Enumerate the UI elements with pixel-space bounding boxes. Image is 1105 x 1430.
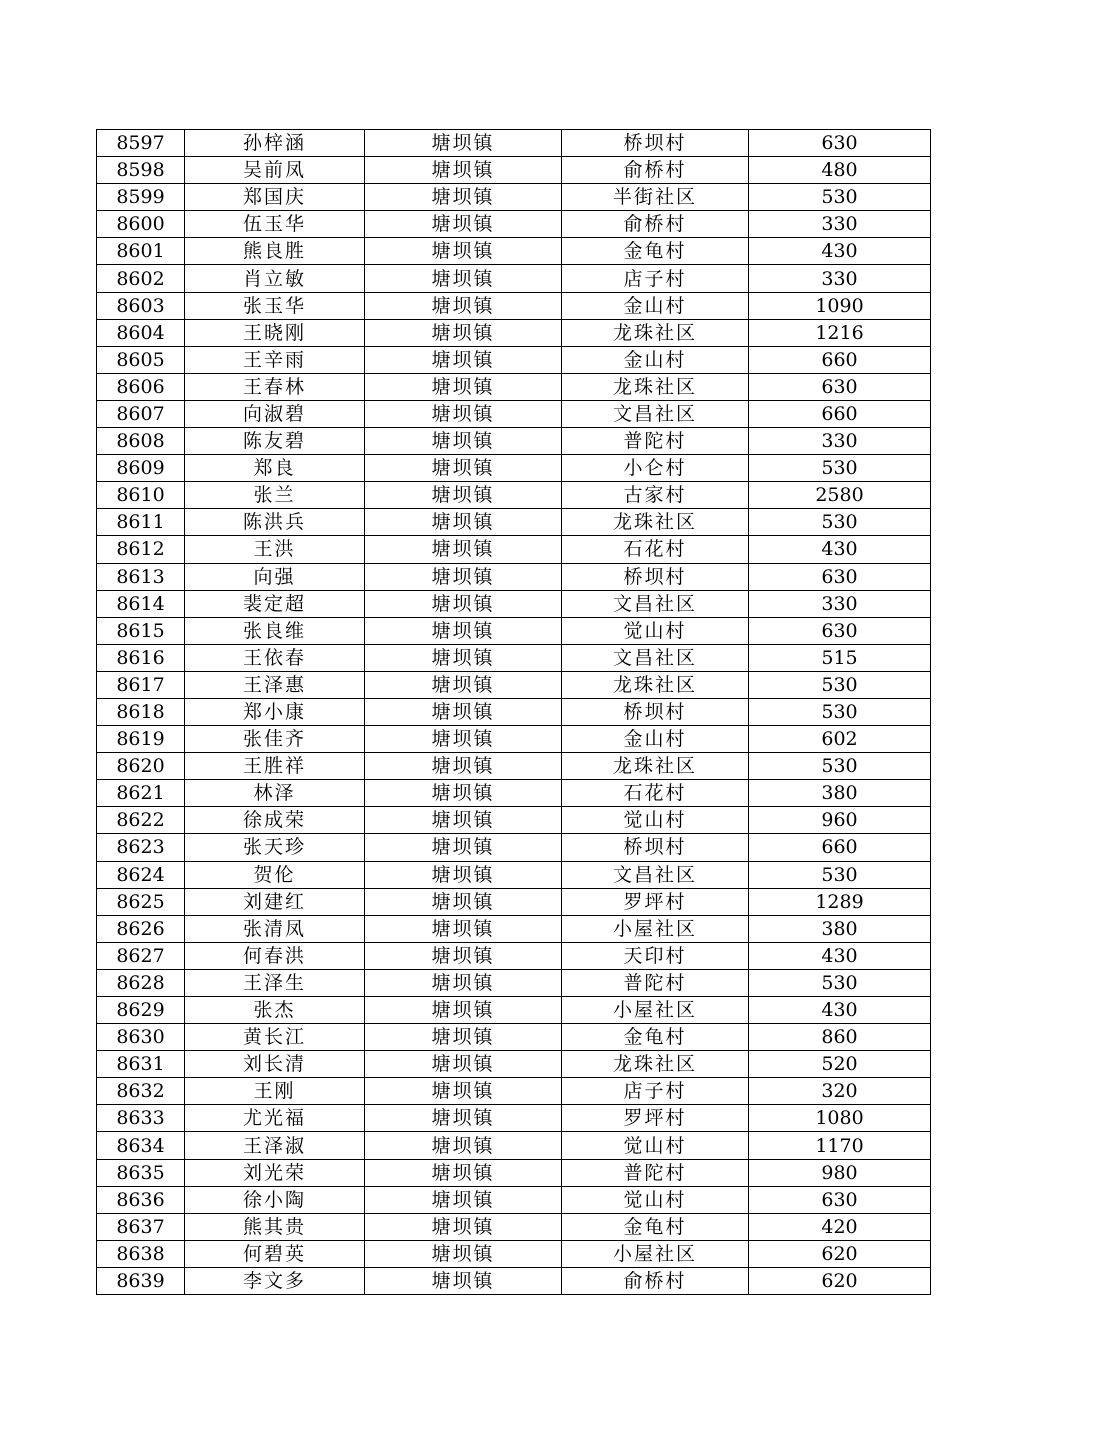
cell-amount: 860 bbox=[749, 1024, 931, 1051]
table-row bbox=[97, 1051, 931, 1078]
cell-name: 黄长江 bbox=[185, 1024, 365, 1051]
cell-number: 8611 bbox=[97, 509, 185, 536]
cell-amount: 530 bbox=[749, 698, 931, 725]
cell-village: 龙珠社区 bbox=[562, 509, 749, 536]
cell-town: 塘坝镇 bbox=[365, 1078, 562, 1105]
cell-town: 塘坝镇 bbox=[365, 400, 562, 427]
cell-number: 8638 bbox=[97, 1240, 185, 1267]
cell-amount: 530 bbox=[749, 509, 931, 536]
cell-village: 俞桥村 bbox=[562, 211, 749, 238]
cell-amount: 660 bbox=[749, 346, 931, 373]
cell-number: 8619 bbox=[97, 726, 185, 753]
cell-town: 塘坝镇 bbox=[365, 292, 562, 319]
cell-name: 王辛雨 bbox=[185, 346, 365, 373]
table-row bbox=[97, 997, 931, 1024]
cell-name: 张天珍 bbox=[185, 834, 365, 861]
cell-town: 塘坝镇 bbox=[365, 130, 562, 157]
cell-number: 8612 bbox=[97, 536, 185, 563]
cell-village: 觉山村 bbox=[562, 1132, 749, 1159]
cell-number: 8609 bbox=[97, 455, 185, 482]
table-row bbox=[97, 563, 931, 590]
cell-town: 塘坝镇 bbox=[365, 834, 562, 861]
cell-village: 普陀村 bbox=[562, 428, 749, 455]
cell-town: 塘坝镇 bbox=[365, 780, 562, 807]
cell-name: 何春洪 bbox=[185, 942, 365, 969]
cell-village: 桥坝村 bbox=[562, 698, 749, 725]
table-row bbox=[97, 346, 931, 373]
cell-name: 王刚 bbox=[185, 1078, 365, 1105]
cell-town: 塘坝镇 bbox=[365, 536, 562, 563]
table-row bbox=[97, 536, 931, 563]
cell-name: 王泽惠 bbox=[185, 671, 365, 698]
cell-number: 8604 bbox=[97, 319, 185, 346]
cell-name: 何碧英 bbox=[185, 1240, 365, 1267]
cell-town: 塘坝镇 bbox=[365, 1186, 562, 1213]
cell-town: 塘坝镇 bbox=[365, 346, 562, 373]
cell-village: 文昌社区 bbox=[562, 644, 749, 671]
cell-amount: 430 bbox=[749, 238, 931, 265]
cell-number: 8605 bbox=[97, 346, 185, 373]
table-row bbox=[97, 590, 931, 617]
cell-number: 8634 bbox=[97, 1132, 185, 1159]
cell-village: 俞桥村 bbox=[562, 1267, 749, 1294]
cell-town: 塘坝镇 bbox=[365, 1132, 562, 1159]
cell-name: 郑小康 bbox=[185, 698, 365, 725]
cell-number: 8625 bbox=[97, 888, 185, 915]
cell-number: 8601 bbox=[97, 238, 185, 265]
cell-village: 觉山村 bbox=[562, 617, 749, 644]
table-row bbox=[97, 1186, 931, 1213]
cell-number: 8615 bbox=[97, 617, 185, 644]
cell-town: 塘坝镇 bbox=[365, 184, 562, 211]
cell-name: 张清凤 bbox=[185, 915, 365, 942]
cell-amount: 430 bbox=[749, 997, 931, 1024]
cell-amount: 530 bbox=[749, 184, 931, 211]
table-row bbox=[97, 292, 931, 319]
cell-town: 塘坝镇 bbox=[365, 455, 562, 482]
cell-village: 龙珠社区 bbox=[562, 319, 749, 346]
cell-village: 文昌社区 bbox=[562, 861, 749, 888]
cell-number: 8607 bbox=[97, 400, 185, 427]
table-row bbox=[97, 509, 931, 536]
cell-number: 8635 bbox=[97, 1159, 185, 1186]
cell-name: 徐成荣 bbox=[185, 807, 365, 834]
cell-town: 塘坝镇 bbox=[365, 1240, 562, 1267]
cell-town: 塘坝镇 bbox=[365, 563, 562, 590]
data-table bbox=[96, 129, 931, 1295]
cell-amount: 1170 bbox=[749, 1132, 931, 1159]
table-row bbox=[97, 780, 931, 807]
cell-number: 8630 bbox=[97, 1024, 185, 1051]
cell-amount: 660 bbox=[749, 400, 931, 427]
table-row bbox=[97, 1159, 931, 1186]
cell-name: 陈洪兵 bbox=[185, 509, 365, 536]
table-body bbox=[97, 130, 931, 1295]
cell-number: 8631 bbox=[97, 1051, 185, 1078]
cell-name: 王晓刚 bbox=[185, 319, 365, 346]
cell-town: 塘坝镇 bbox=[365, 1267, 562, 1294]
cell-town: 塘坝镇 bbox=[365, 482, 562, 509]
cell-town: 塘坝镇 bbox=[365, 157, 562, 184]
cell-town: 塘坝镇 bbox=[365, 265, 562, 292]
table-row bbox=[97, 130, 931, 157]
cell-amount: 1216 bbox=[749, 319, 931, 346]
cell-amount: 630 bbox=[749, 563, 931, 590]
cell-number: 8639 bbox=[97, 1267, 185, 1294]
cell-number: 8600 bbox=[97, 211, 185, 238]
cell-name: 王洪 bbox=[185, 536, 365, 563]
cell-amount: 630 bbox=[749, 130, 931, 157]
cell-town: 塘坝镇 bbox=[365, 319, 562, 346]
cell-amount: 380 bbox=[749, 915, 931, 942]
cell-village: 金山村 bbox=[562, 292, 749, 319]
cell-number: 8628 bbox=[97, 969, 185, 996]
cell-name: 刘光荣 bbox=[185, 1159, 365, 1186]
cell-town: 塘坝镇 bbox=[365, 753, 562, 780]
cell-village: 文昌社区 bbox=[562, 400, 749, 427]
cell-amount: 430 bbox=[749, 942, 931, 969]
cell-village: 店子村 bbox=[562, 1078, 749, 1105]
cell-town: 塘坝镇 bbox=[365, 590, 562, 617]
cell-name: 向强 bbox=[185, 563, 365, 590]
cell-number: 8602 bbox=[97, 265, 185, 292]
cell-name: 熊其贵 bbox=[185, 1213, 365, 1240]
cell-name: 刘长清 bbox=[185, 1051, 365, 1078]
cell-name: 王泽淑 bbox=[185, 1132, 365, 1159]
cell-amount: 380 bbox=[749, 780, 931, 807]
cell-name: 肖立敏 bbox=[185, 265, 365, 292]
table-row bbox=[97, 1240, 931, 1267]
table-row bbox=[97, 238, 931, 265]
cell-village: 龙珠社区 bbox=[562, 753, 749, 780]
cell-name: 张玉华 bbox=[185, 292, 365, 319]
cell-town: 塘坝镇 bbox=[365, 1051, 562, 1078]
table-row bbox=[97, 644, 931, 671]
cell-number: 8622 bbox=[97, 807, 185, 834]
cell-number: 8613 bbox=[97, 563, 185, 590]
cell-amount: 530 bbox=[749, 861, 931, 888]
cell-town: 塘坝镇 bbox=[365, 211, 562, 238]
cell-number: 8617 bbox=[97, 671, 185, 698]
cell-village: 龙珠社区 bbox=[562, 671, 749, 698]
cell-number: 8603 bbox=[97, 292, 185, 319]
cell-town: 塘坝镇 bbox=[365, 915, 562, 942]
cell-name: 张兰 bbox=[185, 482, 365, 509]
cell-amount: 430 bbox=[749, 536, 931, 563]
cell-amount: 2580 bbox=[749, 482, 931, 509]
cell-number: 8597 bbox=[97, 130, 185, 157]
cell-village: 店子村 bbox=[562, 265, 749, 292]
table-row bbox=[97, 1132, 931, 1159]
cell-town: 塘坝镇 bbox=[365, 671, 562, 698]
table-row bbox=[97, 428, 931, 455]
cell-town: 塘坝镇 bbox=[365, 373, 562, 400]
cell-name: 裴定超 bbox=[185, 590, 365, 617]
cell-name: 吴前凤 bbox=[185, 157, 365, 184]
table-row bbox=[97, 373, 931, 400]
cell-number: 8624 bbox=[97, 861, 185, 888]
cell-town: 塘坝镇 bbox=[365, 617, 562, 644]
cell-village: 小屋社区 bbox=[562, 1240, 749, 1267]
cell-town: 塘坝镇 bbox=[365, 428, 562, 455]
cell-town: 塘坝镇 bbox=[365, 807, 562, 834]
cell-town: 塘坝镇 bbox=[365, 942, 562, 969]
cell-number: 8632 bbox=[97, 1078, 185, 1105]
cell-amount: 630 bbox=[749, 373, 931, 400]
cell-amount: 1289 bbox=[749, 888, 931, 915]
cell-amount: 515 bbox=[749, 644, 931, 671]
table-row bbox=[97, 617, 931, 644]
cell-village: 金山村 bbox=[562, 346, 749, 373]
cell-village: 龙珠社区 bbox=[562, 1051, 749, 1078]
cell-name: 贺伦 bbox=[185, 861, 365, 888]
cell-name: 郑良 bbox=[185, 455, 365, 482]
table-row bbox=[97, 726, 931, 753]
table-row bbox=[97, 807, 931, 834]
cell-amount: 480 bbox=[749, 157, 931, 184]
cell-village: 普陀村 bbox=[562, 969, 749, 996]
cell-name: 张佳齐 bbox=[185, 726, 365, 753]
table-row bbox=[97, 1078, 931, 1105]
cell-village: 石花村 bbox=[562, 780, 749, 807]
cell-name: 伍玉华 bbox=[185, 211, 365, 238]
cell-village: 小屋社区 bbox=[562, 997, 749, 1024]
cell-amount: 530 bbox=[749, 969, 931, 996]
cell-number: 8626 bbox=[97, 915, 185, 942]
cell-name: 陈友碧 bbox=[185, 428, 365, 455]
table-row bbox=[97, 455, 931, 482]
cell-amount: 1080 bbox=[749, 1105, 931, 1132]
cell-number: 8627 bbox=[97, 942, 185, 969]
cell-town: 塘坝镇 bbox=[365, 969, 562, 996]
table-row bbox=[97, 942, 931, 969]
cell-number: 8629 bbox=[97, 997, 185, 1024]
cell-number: 8637 bbox=[97, 1213, 185, 1240]
cell-village: 半街社区 bbox=[562, 184, 749, 211]
cell-amount: 330 bbox=[749, 211, 931, 238]
cell-village: 觉山村 bbox=[562, 1186, 749, 1213]
cell-name: 王依春 bbox=[185, 644, 365, 671]
cell-town: 塘坝镇 bbox=[365, 888, 562, 915]
cell-name: 林泽 bbox=[185, 780, 365, 807]
cell-village: 罗坪村 bbox=[562, 1105, 749, 1132]
cell-town: 塘坝镇 bbox=[365, 698, 562, 725]
cell-village: 金龟村 bbox=[562, 1213, 749, 1240]
table-row bbox=[97, 969, 931, 996]
cell-name: 徐小陶 bbox=[185, 1186, 365, 1213]
cell-amount: 530 bbox=[749, 753, 931, 780]
table-row bbox=[97, 319, 931, 346]
cell-amount: 1090 bbox=[749, 292, 931, 319]
cell-number: 8636 bbox=[97, 1186, 185, 1213]
cell-number: 8616 bbox=[97, 644, 185, 671]
cell-amount: 630 bbox=[749, 1186, 931, 1213]
cell-number: 8620 bbox=[97, 753, 185, 780]
cell-town: 塘坝镇 bbox=[365, 861, 562, 888]
table-row bbox=[97, 834, 931, 861]
table-row bbox=[97, 265, 931, 292]
table-row bbox=[97, 888, 931, 915]
cell-village: 觉山村 bbox=[562, 807, 749, 834]
cell-number: 8618 bbox=[97, 698, 185, 725]
cell-name: 王春林 bbox=[185, 373, 365, 400]
cell-name: 孙梓涵 bbox=[185, 130, 365, 157]
cell-village: 文昌社区 bbox=[562, 590, 749, 617]
cell-number: 8606 bbox=[97, 373, 185, 400]
cell-amount: 530 bbox=[749, 455, 931, 482]
cell-amount: 420 bbox=[749, 1213, 931, 1240]
cell-number: 8608 bbox=[97, 428, 185, 455]
cell-town: 塘坝镇 bbox=[365, 238, 562, 265]
cell-town: 塘坝镇 bbox=[365, 509, 562, 536]
cell-name: 郑国庆 bbox=[185, 184, 365, 211]
cell-village: 小仑村 bbox=[562, 455, 749, 482]
cell-village: 金龟村 bbox=[562, 238, 749, 265]
cell-village: 桥坝村 bbox=[562, 130, 749, 157]
table-row bbox=[97, 753, 931, 780]
table-row bbox=[97, 915, 931, 942]
cell-town: 塘坝镇 bbox=[365, 726, 562, 753]
cell-village: 普陀村 bbox=[562, 1159, 749, 1186]
cell-number: 8598 bbox=[97, 157, 185, 184]
cell-village: 金龟村 bbox=[562, 1024, 749, 1051]
cell-amount: 960 bbox=[749, 807, 931, 834]
cell-amount: 320 bbox=[749, 1078, 931, 1105]
cell-number: 8614 bbox=[97, 590, 185, 617]
table-row bbox=[97, 671, 931, 698]
cell-amount: 602 bbox=[749, 726, 931, 753]
table-row bbox=[97, 157, 931, 184]
table-row bbox=[97, 211, 931, 238]
cell-village: 小屋社区 bbox=[562, 915, 749, 942]
cell-village: 罗坪村 bbox=[562, 888, 749, 915]
cell-town: 塘坝镇 bbox=[365, 1105, 562, 1132]
cell-amount: 620 bbox=[749, 1240, 931, 1267]
cell-name: 张良维 bbox=[185, 617, 365, 644]
cell-name: 王泽生 bbox=[185, 969, 365, 996]
cell-town: 塘坝镇 bbox=[365, 1213, 562, 1240]
table-row bbox=[97, 1024, 931, 1051]
table-row bbox=[97, 698, 931, 725]
cell-town: 塘坝镇 bbox=[365, 644, 562, 671]
cell-village: 金山村 bbox=[562, 726, 749, 753]
cell-number: 8621 bbox=[97, 780, 185, 807]
cell-amount: 660 bbox=[749, 834, 931, 861]
cell-name: 熊良胜 bbox=[185, 238, 365, 265]
table-row bbox=[97, 861, 931, 888]
cell-amount: 630 bbox=[749, 617, 931, 644]
cell-number: 8610 bbox=[97, 482, 185, 509]
cell-town: 塘坝镇 bbox=[365, 997, 562, 1024]
table-row bbox=[97, 400, 931, 427]
cell-name: 李文多 bbox=[185, 1267, 365, 1294]
cell-village: 桥坝村 bbox=[562, 563, 749, 590]
cell-town: 塘坝镇 bbox=[365, 1159, 562, 1186]
cell-name: 刘建红 bbox=[185, 888, 365, 915]
cell-amount: 980 bbox=[749, 1159, 931, 1186]
cell-name: 向淑碧 bbox=[185, 400, 365, 427]
cell-village: 龙珠社区 bbox=[562, 373, 749, 400]
cell-amount: 620 bbox=[749, 1267, 931, 1294]
cell-number: 8623 bbox=[97, 834, 185, 861]
cell-town: 塘坝镇 bbox=[365, 1024, 562, 1051]
table-row bbox=[97, 1105, 931, 1132]
cell-amount: 520 bbox=[749, 1051, 931, 1078]
cell-village: 桥坝村 bbox=[562, 834, 749, 861]
cell-name: 尤光福 bbox=[185, 1105, 365, 1132]
cell-amount: 330 bbox=[749, 265, 931, 292]
cell-village: 古家村 bbox=[562, 482, 749, 509]
cell-village: 天印村 bbox=[562, 942, 749, 969]
cell-amount: 330 bbox=[749, 428, 931, 455]
cell-village: 石花村 bbox=[562, 536, 749, 563]
table-row bbox=[97, 1213, 931, 1240]
cell-name: 王胜祥 bbox=[185, 753, 365, 780]
cell-name: 张杰 bbox=[185, 997, 365, 1024]
cell-amount: 330 bbox=[749, 590, 931, 617]
cell-village: 俞桥村 bbox=[562, 157, 749, 184]
table-row bbox=[97, 184, 931, 211]
cell-number: 8633 bbox=[97, 1105, 185, 1132]
table-row bbox=[97, 482, 931, 509]
table-row bbox=[97, 1267, 931, 1294]
cell-amount: 530 bbox=[749, 671, 931, 698]
cell-number: 8599 bbox=[97, 184, 185, 211]
